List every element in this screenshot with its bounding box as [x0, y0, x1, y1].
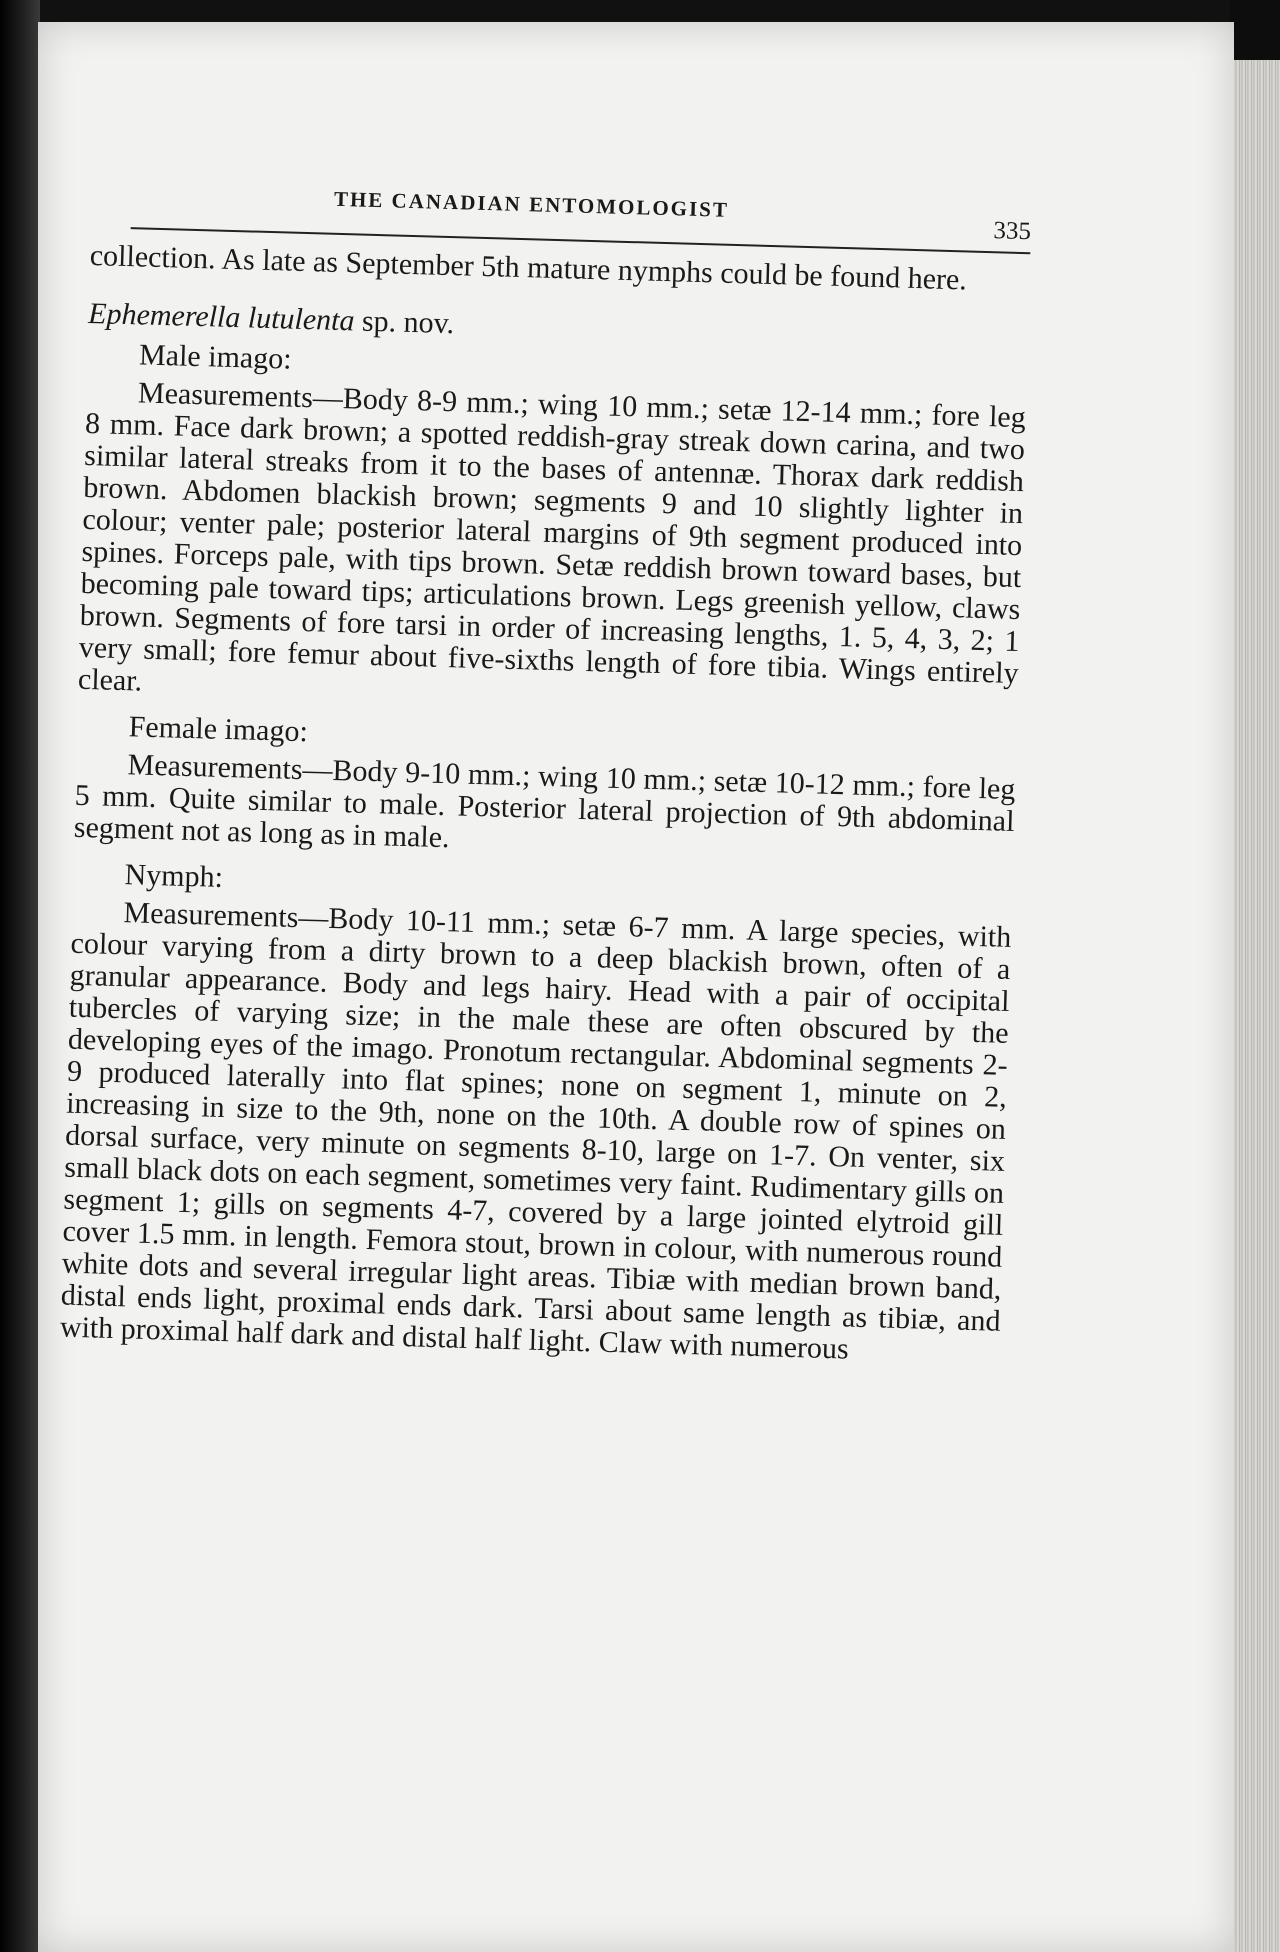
page-content [59, 180, 1031, 1370]
species-name: Ephemerella lutulenta [87, 296, 355, 338]
nymph-description: Measurements—Body 10-11 mm.; setæ 6-7 mm. A large species, with colour varying from a dirty brown to a deep blackish brown, often of a granular appearance. Body and legs hairy. Head with a pair of occipital tubercles of varying size; in the male these are often obscured by the developing eyes of the imago. Pronotum rectangular. Abdominal segments 2-9 produced laterally into flat spines; none on segment 1, minute on 2, increasing in size to the 9th, none on the 10th. A double row of spines on dorsal surface, very minute on segments 8-10, large on 1-7. On venter, six small black dots on each segment, sometimes very faint. Rudimentary gills on segment 1; gills on segments 4-7, covered by a large jointed elytroid gill cover 1.5 mm. in length. Femora stout, brown in colour, with numerous round white dots and several irregular light areas. Tibiæ with median brown band, distal ends light, proximal ends dark. Tarsi about same length as tibiæ, and with proximal half dark and distal half light. Claw with numerous [59, 896, 1012, 1366]
stacked-page-edges [1228, 60, 1280, 1952]
nymph-heading: Nymph: [124, 858, 224, 894]
species-suffix: sp. nov. [354, 304, 455, 341]
female-imago-heading: Female imago: [128, 710, 309, 749]
continuation-paragraph: collection. As late as September 5th mature nymphs could be found here. [89, 238, 968, 297]
female-imago-description: Measurements—Body 9-10 mm.; wing 10 mm.; setæ 10-12 mm.; fore leg 5 mm. Quite similar to male. Posterior lateral projection of 9th abdominal segment not as long as in male. [73, 748, 1016, 855]
running-head: THE CANADIAN ENTOMOLOGIST [333, 186, 730, 222]
page-number: 335 [993, 217, 1032, 246]
book-gutter-shadow [0, 0, 40, 1952]
page-edge-shadow [1230, 0, 1280, 62]
male-imago-description: Measurements—Body 8-9 mm.; wing 10 mm.; setæ 12-14 mm.; fore leg 8 mm. Face dark brown; a spotted reddish-gray streak down carina, and two similar lateral streaks from it to the bases of antennæ. Thorax dark reddish brown. Abdomen blackish brown; segments 9 and 10 slightly lighter in colour; venter pale; posterior lateral margins of 9th segment produced into spines. Forceps pale, with tips brown. Setæ reddish brown toward bases, but becoming pale toward tips; articulations brown. Legs greenish yellow, claws brown. Segments of fore tarsi in order of increasing lengths, 1. 5, 4, 3, 2; 1 very small; fore femur about five-sixths length of fore tibia. Wings entirely clear. [77, 376, 1027, 698]
male-imago-heading: Male imago: [138, 338, 293, 376]
